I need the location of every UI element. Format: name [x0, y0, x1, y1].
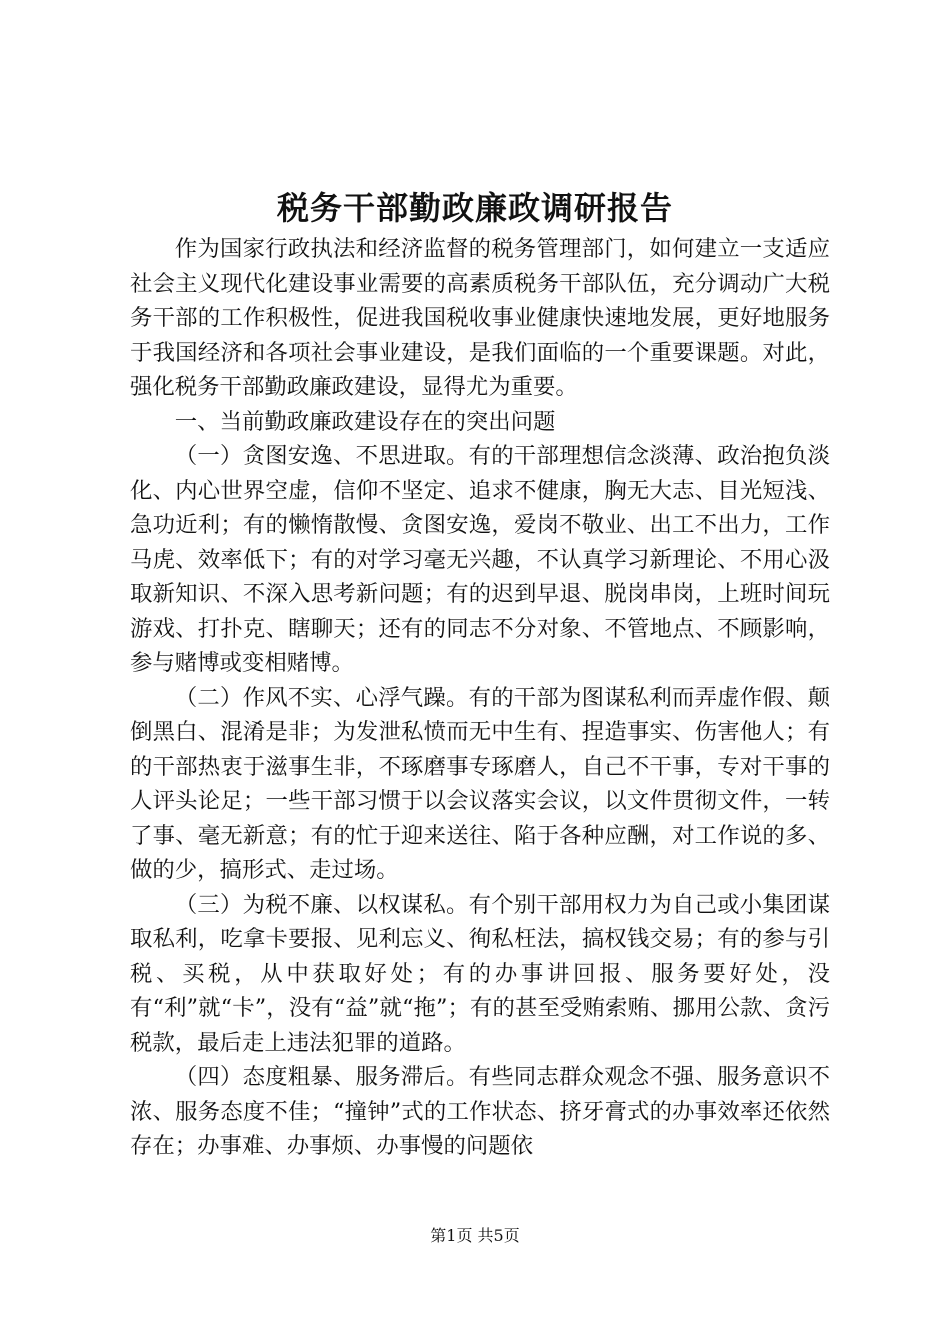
paragraph-item-2: （二）作风不实、心浮气躁。有的干部为图谋私利而弄虚作假、颠倒黑白、混淆是非；为发泄私愤而无中生有、捏造事实、伤害他人；有的干部热衷于滋事生非，不琢磨事专琢磨人，自己不干事，专对干事的人评头论足；一些干部习惯于以会议落实会议，以文件贯彻文件，一转了事、毫无新意；有的忙于迎来送往、陷于各种应酬，对工作说的多、做的少，搞形式、走过场。 [130, 684, 830, 883]
paragraph-item-3: （三）为税不廉、以权谋私。有个别干部用权力为自己或小集团谋取私利，吃拿卡要报、见利忘义、徇私枉法，搞权钱交易；有的参与引税、买税，从中获取好处；有的办事讲回报、服务要好处，没有“利”就“卡”，没有“益”就“拖”；有的甚至受贿索贿、挪用公款、贪污税款，最后走上违法犯罪的道路。 [130, 891, 830, 1056]
document-title: 税务干部勤政廉政调研报告 [276, 189, 673, 227]
paragraph-item-1: （一）贪图安逸、不思进取。有的干部理想信念淡薄、政治抱负淡化、内心世界空虚，信仰不坚定、追求不健康，胸无大志、目光短浅、急功近利；有的懒惰散慢、贪图安逸，爱岗不敬业、出工不出力，工作马虎、效率低下；有的对学习毫无兴趣，不认真学习新理论、不用心汲取新知识、不深入思考新问题；有的迟到早退、脱岗串岗，上班时间玩游戏、打扑克、瞎聊天；还有的同志不分对象、不管地点、不顾影响，参与赌博或变相赌博。 [130, 443, 830, 676]
paragraph-intro: 作为国家行政执法和经济监督的税务管理部门，如何建立一支适应社会主义现代化建设事业需要的高素质税务干部队伍，充分调动广大税务干部的工作积极性，促进我国税收事业健康快速地发展，更好地服务于我国经济和各项社会事业建设，是我们面临的一个重要课题。对此，强化税务干部勤政廉政建设，显得尤为重要。 [130, 236, 830, 400]
page-number-footer: 第1页 共5页 [430, 1226, 520, 1245]
section-heading: 一、当前勤政廉政建设存在的突出问题 [174, 408, 556, 435]
document-body [130, 232, 830, 1164]
paragraph-item-4: （四）态度粗暴、服务滞后。有些同志群众观念不强、服务意识不浓、服务态度不佳；“撞钟”式的工作状态、挤牙膏式的办事效率还依然存在；办事难、办事烦、办事慢的问题依 [130, 1064, 830, 1159]
